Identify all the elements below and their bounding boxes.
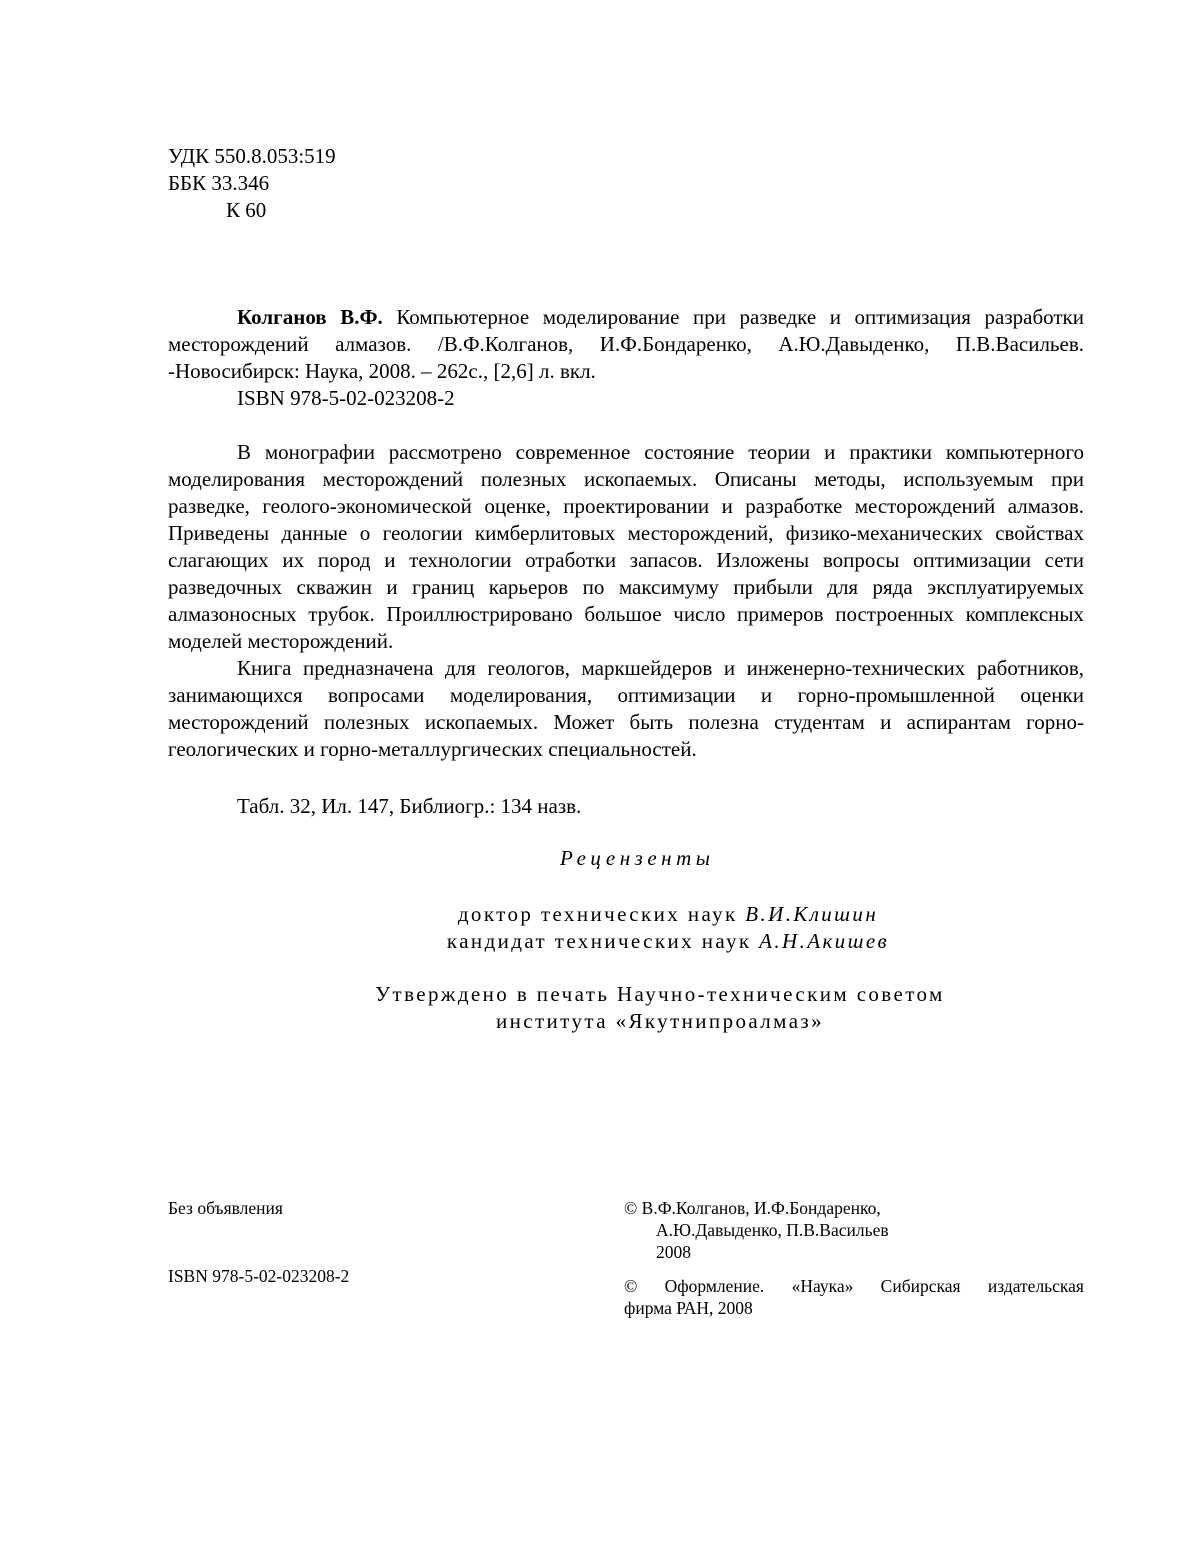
approval-line-2: института «Якутнипроалмаз» xyxy=(495,1009,825,1033)
copyright-block xyxy=(624,1197,1084,1319)
footer-isbn: ISBN 978-5-02-023208-2 xyxy=(168,1266,350,1286)
bibliographic-text: Компьютерное моделирование при разведке и оптимизация разработки месторождений алмазов. /В.Ф.Колганов, И.Ф.Бондаренко, А.Ю.Давыденко, П.В.Васильев. -Новосибирск: Наука, 2008. – 262с., [2,6] л. вкл. xyxy=(168,305,1084,383)
copyright-design-line-2: фирма РАН, 2008 xyxy=(624,1298,753,1318)
reviewer-2 xyxy=(418,928,918,955)
author-mark: К 60 xyxy=(226,198,267,222)
bibliographic-isbn: ISBN 978-5-02-023208-2 xyxy=(237,386,455,410)
bbk-code: ББК 33.346 xyxy=(168,171,270,195)
annotation xyxy=(168,439,1084,763)
annotation-stats: Табл. 32, Ил. 147, Библиогр.: 134 назв. xyxy=(237,794,582,818)
annotation-paragraph-2: Книга предназначена для геологов, маркшейдеров и инженерно-технических работников, занимающихся вопросами моделирования, оптимизации и горно-промышленной оценки месторождений полезных ископаемых. Может быть полезна студентам и аспирантам горно-геологических и горно-металлургических специальностей. xyxy=(168,656,1084,761)
author-name: Колганов В.Ф. xyxy=(237,305,383,329)
copyright-authors-line-1: © В.Ф.Колганов, И.Ф.Бондаренко, xyxy=(624,1198,881,1218)
copyright-authors-line-2: А.Ю.Давыденко, П.В.Васильев xyxy=(656,1220,889,1240)
classification-codes xyxy=(168,143,336,224)
bibliographic-record xyxy=(168,304,1084,385)
bibliographic-description xyxy=(168,304,1084,385)
reviewer-1-name: В.И.Клишин xyxy=(745,902,879,926)
reviewer-2-name: А.Н.Акишев xyxy=(759,929,890,953)
approval-line-1: Утверждено в печать Научно-техническим советом xyxy=(375,982,945,1006)
udk-code: УДК 550.8.053:519 xyxy=(168,144,336,168)
annotation-paragraph-1: В монографии рассмотрено современное состояние теории и практики компьютерного моделирования месторождений полезных ископаемых. Описаны методы, используемым при разведке, геолого-экономической оценке, проектировании и разработке месторождений алмазов. Приведены данные о геологии кимберлитовых месторождений, физико-механических свойствах слагающих их пород и технологии отработки запасов. Изложены вопросы оптимизации сети разведочных скважин и границ карьеров по максимуму прибыли для ряда эксплуатируемых алмазоносных трубок. Проиллюстрировано большое число примеров построенных комплексных моделей месторождений. xyxy=(168,440,1084,653)
reviewers-heading: Рецензенты xyxy=(560,846,715,870)
reviewer-1 xyxy=(418,901,918,928)
approval-note xyxy=(300,981,1020,1035)
reviewer-1-degree: доктор технических наук xyxy=(457,902,746,926)
reviewers-list xyxy=(418,901,918,955)
no-announcement-note: Без объявления xyxy=(168,1198,283,1218)
copyright-year: 2008 xyxy=(656,1242,691,1262)
copyright-design-line-1: © Оформление. «Наука» Сибирская издательская xyxy=(624,1276,1084,1296)
reviewer-2-degree: кандидат технических наук xyxy=(446,929,760,953)
